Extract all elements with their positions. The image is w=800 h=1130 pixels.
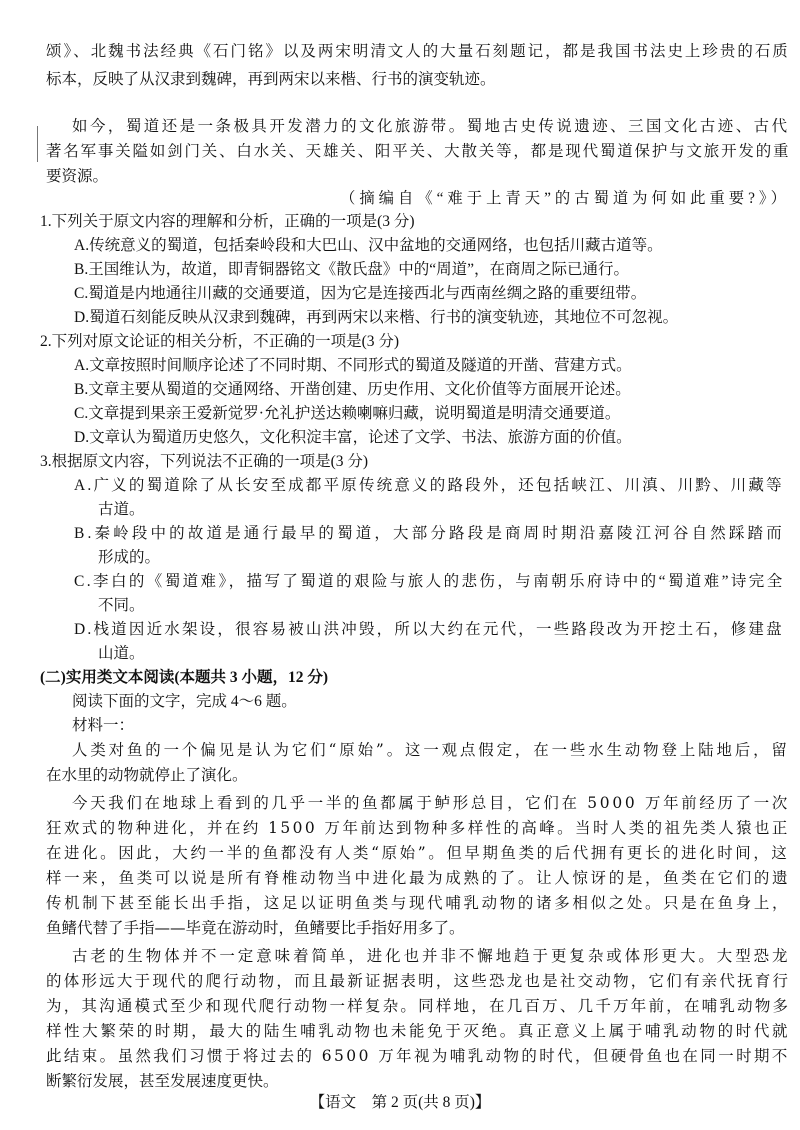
text-line: 标本，反映了从汉隶到魏碑，再到两宋以来楷、行书的演变轨迹。: [46, 70, 496, 88]
text-line: 3.根据原文内容，下列说法不正确的一项是(3 分): [40, 453, 369, 470]
text-line: 今天我们在地球上看到的几乎一半的鱼都属于鲈形总目，它们在 5000 万年前经历了一次: [72, 794, 791, 812]
text-line: B.秦岭段中的故道是通行最早的蜀道，大部分路段是商周时期沿嘉陵江河谷自然踩踏而: [74, 525, 785, 542]
text-line: 狂欢式的物种进化，并在约 1500 万年前达到物种多样性的高峰。当时人类的祖先类人猿也正: [46, 819, 790, 837]
text-line: B.王国维认为，故道，即青铜器铭文《散氏盘》中的“周道”，在商周之际已通行。: [74, 261, 629, 278]
text-line: 鱼鳍代替了手指——毕竟在游动时，鱼鳍要比手指好用多了。: [46, 919, 465, 937]
text-line: C.李白的《蜀道难》，描写了蜀道的艰险与旅人的悲伤，与南朝乐府诗中的“蜀道难”诗完全: [74, 573, 785, 590]
text-line: 传机制下甚至能长出手指，这足以证明鱼类与现代哺乳动物的诸多相似之处。只是在鱼身上，: [46, 894, 791, 912]
text-line: A.文章按照时间顺序论述了不同时期、不同形式的蜀道及隧道的开凿、营建方式。: [74, 357, 632, 374]
text-line: D.文章认为蜀道历史悠久，文化积淀丰富，论述了文学、书法、旅游方面的价值。: [74, 429, 632, 446]
text-line: 此结束。虽然我们习惯于将过去的 6500 万年视为哺乳动物的时代，但硬骨鱼也在同一时期不: [46, 1047, 790, 1065]
text-line: C.蜀道是内地通往川藏的交通要道，因为它是连接西北与西南丝绸之路的重要纽带。: [74, 285, 647, 302]
text-line: 古道。: [98, 501, 145, 518]
margin-mark: [37, 126, 38, 162]
text-line: A.传统意义的蜀道，包括秦岭段和大巴山、汉中盆地的交通网络，也包括川藏古道等。: [74, 237, 663, 254]
text-line: 样性大繁荣的时期，最大的陆生哺乳动物也未能免于灭绝。真正意义上属于哺乳动物的时代就: [46, 1022, 791, 1040]
text-line: B.文章主要从蜀道的交通网络、开凿创建、历史作用、文化价值等方面展开论述。: [74, 381, 631, 398]
text-line: 如今，蜀道还是一条极具开发潜力的文化旅游带。蜀地古史传说遗迹、三国文化古迹、古代: [72, 117, 790, 135]
text-line: 阅读下面的文字，完成 4～6 题。: [72, 693, 297, 710]
text-line: (二)实用类文本阅读(本题共 3 小题，12 分): [40, 669, 329, 686]
text-line: 在水里的动物就停止了演化。: [46, 766, 248, 784]
text-line: 为，其沟通模式至少和现代爬行动物一样复杂。同样地，在几百万、几千万年前，在哺乳动物多: [46, 997, 791, 1015]
text-line: 著名军事关隘如剑门关、白水关、天雄关、阳平关、大散关等，都是现代蜀道保护与文旅开发的重: [46, 142, 791, 160]
text-line: 在进化。因此，大约一半的鱼都没有人类“原始”。但早期鱼类的后代拥有更长的进化时间，这: [46, 844, 790, 862]
text-line: 断繁衍发展，甚至发展速度更快。: [46, 1072, 279, 1090]
text-line: 不同。: [98, 597, 145, 614]
text-line: 要资源。: [46, 167, 109, 185]
text-line: 人类对鱼的一个偏见是认为它们“原始”。这一观点假定，在一些水生动物登上陆地后，留: [72, 741, 790, 759]
text-line: 1.下列关于原文内容的理解和分析，正确的一项是(3 分): [40, 213, 415, 230]
text-line: 的体形远大于现代的爬行动物，而且最新证据表明，这些恐龙也是社交动物，它们有亲代抚育行: [46, 972, 791, 990]
page-footer: 【语文 第 2 页(共 8 页)】: [309, 1094, 491, 1111]
text-line: 颂》、北魏书法经典《石门铭》以及两宋明清文人的大量石刻题记，都是我国书法史上珍贵的石质: [46, 42, 790, 60]
text-line: 山道。: [98, 645, 145, 662]
text-line: A.广义的蜀道除了从长安至成都平原传统意义的路段外，还包括峡江、川滇、川黔、川藏等: [74, 477, 784, 494]
text-line: 样一来，鱼类可以说是所有脊椎动物当中进化最为成熟的了。让人惊讶的是，鱼类在它们的遗: [46, 869, 791, 887]
text-line: 2.下列对原文论证的相关分析，不正确的一项是(3 分): [40, 333, 400, 350]
text-line: 古老的生物体并不一定意味着简单，进化也并非不懈地趋于更复杂或体形更大。大型恐龙: [72, 947, 791, 965]
text-line: （摘编自《“难于上青天”的古蜀道为何如此重要?》）: [340, 190, 790, 207]
text-line: D.蜀道石刻能反映从汉隶到魏碑，再到两宋以来楷、行书的演变轨迹，其地位不可忽视。: [74, 309, 679, 326]
text-line: C.文章提到果亲王爱新觉罗·允礼护送达赖喇嘛归藏，说明蜀道是明清交通要道。: [74, 405, 621, 422]
text-line: D.栈道因近水架设，很容易被山洪冲毁，所以大约在元代，一些路段改为开挖土石，修建盘: [74, 621, 784, 638]
text-line: 形成的。: [98, 549, 161, 566]
text-line: 材料一：: [72, 717, 135, 734]
